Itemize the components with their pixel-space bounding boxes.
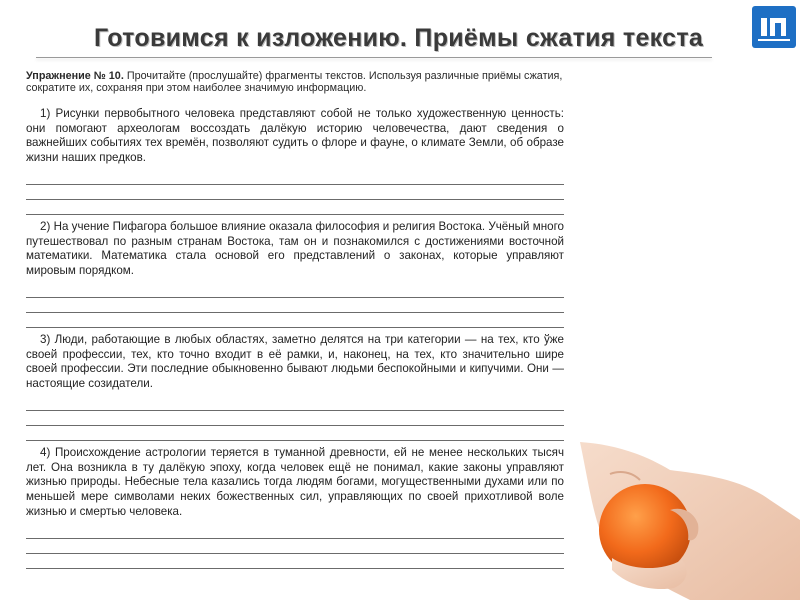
text-fragment-3 — [26, 333, 564, 441]
answer-line — [26, 200, 564, 215]
answer-line — [26, 298, 564, 313]
exercise-instruction — [26, 70, 564, 94]
answer-line — [26, 524, 564, 539]
text-fragment-2 — [26, 220, 564, 328]
page-title: Готовимся к изложению. Приёмы сжатия текста — [94, 24, 704, 52]
fragment-text: 3) Люди, работающие в любых областях, заметно делятся на три категории — на тех, кто ўже своей профессии, тех, кто точно входит в её рамки, и, наконец, на тех, кто значительно шире своей профессии. Эти последние обыкновенно бывают людьми беспокойными и кипучими. Они — настоящие созидатели. — [26, 333, 564, 391]
answer-line — [26, 283, 564, 298]
text-fragment-4 — [26, 446, 564, 569]
answer-line — [26, 539, 564, 554]
answer-lines — [26, 170, 564, 215]
fragment-text: 4) Происхождение астрологии теряется в туманной древности, ей не менее нескольких тысяч лет. Она возникла в ту далёкую эпоху, когда человек ещё не понимал, какие законы управляют жизнью природы. Небесные тела казались тогда людям богами, могущественными духами или по меньшей мере символами неких божественных сил, управляющих по своей прихотливой воле жизнью и смертью человека. — [26, 446, 564, 518]
hand-holding-orange-ball — [570, 430, 800, 600]
answer-line — [26, 185, 564, 200]
header — [30, 10, 730, 60]
answer-lines — [26, 283, 564, 328]
answer-line — [26, 170, 564, 185]
answer-line — [26, 411, 564, 426]
answer-lines — [26, 396, 564, 441]
fragment-text: 1) Рисунки первобытного человека представляют собой не только художественную ценность: они помогают археологам воссоздать далёкую историю человечества, дают сведения о важнейших событиях тех времён, позволяют судить о флоре и фауне, о климате Земли, об образе жизни наших предков. — [26, 107, 564, 165]
answer-line — [26, 313, 564, 328]
fragment-text: 2) На учение Пифагора большое влияние оказала философия и религия Востока. Учёный много путешествовал по разным странам Востока, там он и познакомился с достижениями восточной математики. Математика стала основой его представлений о законах, которые управляют мировым порядком. — [26, 220, 564, 278]
answer-line — [26, 396, 564, 411]
answer-lines — [26, 524, 564, 569]
text-fragment-1 — [26, 107, 564, 215]
answer-line — [26, 554, 564, 569]
answer-line — [26, 426, 564, 441]
exercise-label: Упражнение № 10. — [26, 70, 124, 82]
exercise-text: Прочитайте (прослушайте) фрагменты текстов. Используя различные приёмы сжатия, сократите их, сохраняя при этом наиболее значимую информацию. — [26, 70, 563, 94]
publisher-logo-icon — [752, 6, 796, 48]
title-divider — [36, 57, 712, 58]
